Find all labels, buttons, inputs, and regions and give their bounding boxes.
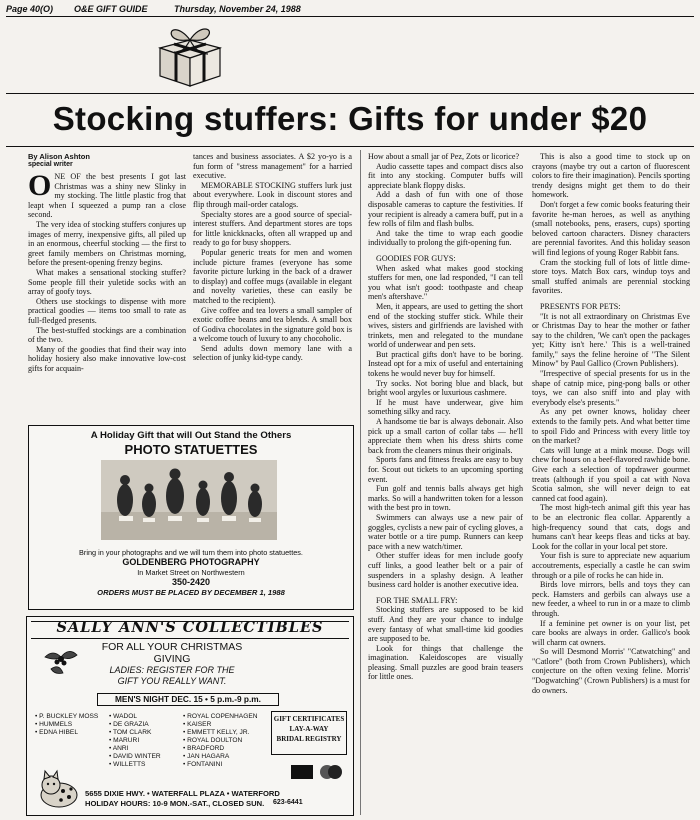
ad-phone: 350-2420 bbox=[171, 577, 211, 587]
article-paragraph: Add a dash of fun with one of those disposable cameras to capture the festivities. If your recipient is already a camera buff, put in a few rolls of film and flash bulbs. bbox=[368, 190, 523, 229]
article-paragraph: What makes a sensational stocking stuffer? Some people fill their yuletide socks with an array of goofy toys. bbox=[28, 267, 186, 297]
masthead-rule bbox=[6, 93, 694, 94]
sally-anns-collectibles-ad bbox=[26, 616, 354, 816]
article-paragraph: Audio cassette tapes and compact discs also fit into any stocking. Computer buffs will appreciate blank floppy disks. bbox=[368, 161, 523, 190]
brand-list-a bbox=[35, 713, 98, 737]
subheading-presents-for-pets: PRESENTS FOR PETS: bbox=[540, 301, 621, 311]
address-line: 5655 DIXIE HWY. • WATERFALL PLAZA • WATERFORD bbox=[85, 789, 280, 798]
brand-item: • WADOL bbox=[109, 713, 138, 720]
article-paragraph: Cats will lunge at a mink mouse. Dogs will chew for hours on a beef-flavored rawhide bone. Give each a selection of topdrawer gourmet treats (although if you spoil a cat with Nova Scotia salmon, she will never deign to eat canned cat food again). bbox=[532, 445, 690, 503]
ad-business-name: GOLDENBERG PHOTOGRAPHY bbox=[122, 557, 260, 567]
gift-box-illustration bbox=[150, 18, 228, 88]
brand-item: • TOM CLARK bbox=[109, 729, 152, 736]
brand-item: • EDNA HIBEL bbox=[35, 729, 78, 736]
article-paragraph: Fun golf and tennis balls always get high marks. So will a handwritten token for a lesson with the best pro in town. bbox=[368, 484, 523, 513]
ad-line: LADIES: REGISTER FOR THE bbox=[109, 665, 235, 675]
ad-deadline: ORDERS MUST BE PLACED BY DECEMBER 1, 1988 bbox=[97, 588, 285, 597]
mens-night-box: MEN'S NIGHT DEC. 15 • 5 p.m.-9 p.m. bbox=[97, 693, 279, 706]
article-paragraph: A handsome tie bar is always debonair. Also pick up a small carton of collar tabs — he'll appreciate them when his dress shirts come back from the cleaners minus their originals. bbox=[368, 417, 523, 455]
page-header bbox=[6, 4, 694, 16]
article-paragraph: Send adults down memory lane with a selection of junky kid-type candy. bbox=[193, 343, 352, 363]
brand-item: • ROYAL COPENHAGEN bbox=[183, 713, 258, 720]
column-divider bbox=[360, 150, 361, 815]
article-paragraph: Popular generic treats for men and women include picture frames (everyone has some favorite picture lurking in the back of a drawer to display) and coffee mugs (available in elegant and novelty varieties, these can easily be matched to the recipient). bbox=[193, 247, 352, 305]
article-paragraph: MEMORABLE STOCKING stuffers lurk just about everywhere. Look in discount stores and flip through mail-order catalogs. bbox=[193, 180, 352, 209]
services-box bbox=[271, 711, 347, 755]
brand-item: • ROYAL DOULTON bbox=[183, 737, 243, 744]
ad-register-note bbox=[77, 665, 267, 687]
ad-product: PHOTO STATUETTES bbox=[124, 442, 258, 457]
statuettes-photo bbox=[101, 460, 277, 540]
article-paragraph: But practical gifts don't have to be boring. Instead opt for a mix of useful and entertaining tokens he would never buy for himself. bbox=[368, 349, 523, 379]
article-paragraph: The best-stuffed stockings are a combination of the two. bbox=[28, 325, 186, 345]
article-paragraph: If a feminine pet owner is on your list, pet care books are always in order. Gallico's book will charm cat owners. bbox=[532, 618, 690, 647]
headline: Stocking stuffers: Gifts for under $20 bbox=[52, 100, 648, 137]
page-number: Page 40(O) bbox=[6, 4, 54, 14]
store-address bbox=[85, 789, 345, 809]
ad-store-name: SALLY ANN'S COLLECTIBLES bbox=[56, 619, 324, 636]
subheading-goodies-for-guys: GOODIES FOR GUYS: bbox=[376, 253, 456, 263]
ad-title: A Holiday Gift that will Out Stand the Others bbox=[90, 430, 292, 441]
brand-item: • DAVID WINTER bbox=[109, 753, 161, 760]
article-paragraph: Men, it appears, are used to getting the short end of the stocking stuffer stick. While their wives, sisters and girlfriends are lavished with trinkets, men and relegated to the mundane world of underwear and pen sets. bbox=[368, 301, 523, 350]
byline bbox=[28, 152, 186, 169]
article-paragraph: Give coffee and tea lovers a small sampler of exotic coffee beans and tea blends. A small box of Godiva chocolates in the signature gold box is a welcome touch of luxury to any chocoholic. bbox=[193, 305, 352, 344]
article-paragraph: tances and business associates. A $2 yo-yo is a fun form of "stress management" for a harried executive. bbox=[193, 152, 352, 181]
section-name: O&E GIFT GUIDE bbox=[74, 4, 148, 14]
article-paragraph: And take the time to wrap each goodie individually to prolong the gift-opening fun. bbox=[368, 228, 523, 248]
subheading-small-fry: FOR THE SMALL FRY: bbox=[376, 595, 458, 605]
byline-role: special writer bbox=[28, 161, 73, 168]
ad-line: FOR ALL YOUR CHRISTMAS bbox=[101, 641, 243, 653]
service-item: LAY-A-WAY bbox=[289, 725, 329, 733]
article-paragraph: Specialty stores are a good source of special-interest stuffers. And department stores are tops for little knickknacks, often all wrapped up and ready to go for busy shoppers. bbox=[193, 209, 352, 248]
brand-item: • BRADFORD bbox=[183, 745, 225, 752]
article-paragraph: As any pet owner knows, holiday cheer extends to the family pets. And what better time to spoil Fido and Princess with every little toy on the market? bbox=[532, 407, 690, 446]
holly-icon bbox=[41, 639, 81, 689]
photo-statuettes-ad bbox=[28, 425, 354, 610]
brand-item: • WILLETTS bbox=[109, 761, 146, 768]
brand-item: • EMMETT KELLY, JR. bbox=[183, 729, 250, 736]
brand-item: • JAN HAGARA bbox=[183, 753, 230, 760]
article-paragraph: Don't forget a few comic books featuring their favorite he-man heroes, as well as anything (small notebooks, pens, erasers, cups) sporting beloved cartoon characters. Disney characters are perennial favorites. And this holiday season will find legions of young Roger Rabbit fans. bbox=[532, 199, 690, 257]
article-paragraph: Stocking stuffers are supposed to be kid stuff. And they are your chance to indulge every fantasy of what small-time kid goodies are supposed to be. bbox=[368, 605, 523, 644]
article-paragraph: Look for things that challenge the imagination. Kaleidoscopes are visually pleasing. Small puzzles are good brain teasers for little ones. bbox=[368, 643, 523, 682]
article-paragraph: Others use stockings to dispense with more practical goodies — items too small to rate as full-fledged presents. bbox=[28, 296, 186, 325]
article-paragraph: If he must have underwear, give him something silky and racy. bbox=[368, 397, 523, 417]
paragraph-text: NE OF the best presents I got last Christmas was a shiny new Slinky in my stocking. The little plastic frog that leapt when I squeezed a pump ran a close second. bbox=[28, 172, 186, 220]
article-paragraph: "It is not all extraordinary on Christmas Eve or Christmas Day to hear the mother or father say to the children, 'We can't open the packages yet; Kitty isn't here.' This is a well-trained family," says the feline heroine of "The Silent Minow" by Paul Gallico (Crown Publishers). bbox=[532, 311, 690, 369]
brand-item: • MARURI bbox=[109, 737, 140, 744]
article-paragraph: How about a small jar of Pez, Zots or licorice? bbox=[368, 152, 520, 161]
ad-line: Bring in your photographs and we will turn them into photo statuettes. bbox=[79, 548, 303, 557]
article-paragraph: Try socks. Not boring blue and black, but bright wool argyles or luxurious cashmere. bbox=[368, 378, 523, 398]
ad-line: GIFT YOU REALLY WANT. bbox=[117, 676, 227, 686]
article-column-2 bbox=[193, 152, 352, 420]
ad-location: In Market Street on Northwestern bbox=[137, 568, 245, 577]
cat-illustration-icon bbox=[37, 769, 81, 809]
drop-cap: O bbox=[28, 169, 52, 202]
headline-rule bbox=[6, 146, 694, 147]
article-paragraph: Other stuffer ideas for men include goofy cuff links, a good leather belt or a pair of suspenders in a splashy design. A leather business card holder is another executive idea. bbox=[368, 551, 523, 590]
brand-item: • P. BUCKLEY MOSS bbox=[35, 713, 99, 720]
article-paragraph: This is also a good time to stock up on crayons (maybe try out a carton of fluorescent colors to fire their imagination). Pencils sporting trendy designs might get them to do their homework. bbox=[532, 152, 690, 200]
credit-card-logos bbox=[289, 757, 345, 787]
ad-details bbox=[29, 548, 353, 597]
article-paragraph: "Irrespective of special presents for us in the shape of catnip mice, ping-pong balls or other toys, we can also sniff into and play with everybody else's presents." bbox=[532, 369, 690, 407]
brand-item: • DE GRAZIA bbox=[109, 721, 149, 728]
ad-headline bbox=[77, 641, 267, 665]
article-paragraph: When asked what makes good stocking stuffers for men, one lad responded, "I can tell you what isn't good: toothpaste and cheap men's aftershave." bbox=[368, 263, 523, 302]
brand-item: • HUMMELS bbox=[35, 721, 73, 728]
article-column-1 bbox=[28, 152, 186, 420]
service-item: GIFT CERTIFICATES bbox=[273, 715, 345, 723]
article-column-3 bbox=[368, 152, 523, 814]
article-paragraph: Cram the stocking full of lots of little dime-store toys. Match Box cars, windup toys and small stuffed animals are perennial stocking favorites. bbox=[532, 257, 690, 296]
brand-list-b bbox=[109, 713, 161, 769]
store-phone: 623-6441 bbox=[273, 799, 303, 806]
article-paragraph: So will Desmond Morris' "Catwatching" and "Catlore" (both from Crown Publishers), which conjecture on the often vexing feline. Morris' "Dogwatching" (Crown Publishers) is a must for do owners. bbox=[532, 647, 690, 695]
article-paragraph: Many of the goodies that find their way into holiday hosiery also make innovative low-cost gifts for acquain- bbox=[28, 344, 186, 373]
byline-name: By Alison Ashton bbox=[28, 152, 90, 161]
brand-item: • KAISER bbox=[183, 721, 212, 728]
brand-list-c bbox=[183, 713, 258, 769]
hours-line: HOLIDAY HOURS: 10-9 MON.-SAT., CLOSED SUN. bbox=[85, 799, 265, 808]
article-paragraph bbox=[28, 169, 186, 220]
article-paragraph: Swimmers can always use a new pair of goggles, cyclists a new pair of cycling gloves, a water bottle or a tire pump. Runners can keep pace with a new watch/timer. bbox=[368, 512, 523, 551]
article-paragraph: Your fish is sure to appreciate new aquarium accoutrements, especially a castle he can swim through or a pile of rocks he can hide in. bbox=[532, 551, 690, 580]
article-paragraph: The most high-tech animal gift this year has to be an electronic flea collar. Apparently a high-frequency sound that cats, dogs and humans can't hear keeps fleas and ticks at bay. Look for the collar in your local pet store. bbox=[532, 503, 690, 551]
article-column-4 bbox=[532, 152, 690, 814]
article-paragraph: The very idea of stocking stuffers conjures up images of merry, inexpensive gifts, all piled up in an enormous, cheerful stocking — the first to greet family members on Christmas morning, before the present-opening frenzy begins. bbox=[28, 219, 186, 268]
ad-line: GIVING bbox=[153, 653, 191, 665]
article-paragraph: Sports fans and fitness freaks are easy to buy for. Scout out tickets to an upcoming sporting event. bbox=[368, 455, 523, 484]
article-paragraph: Birds love mirrors, bells and toys they can peck. Hamsters and gerbils can always use a new feeder, a wheel to run in or a maze to climb through. bbox=[532, 580, 690, 618]
header-rule bbox=[6, 16, 694, 17]
service-item: BRIDAL REGISTRY bbox=[276, 735, 342, 743]
brand-item: • ANRI bbox=[109, 745, 129, 752]
issue-date: Thursday, November 24, 1988 bbox=[174, 4, 301, 14]
brand-item: • FONTANINI bbox=[183, 761, 223, 768]
